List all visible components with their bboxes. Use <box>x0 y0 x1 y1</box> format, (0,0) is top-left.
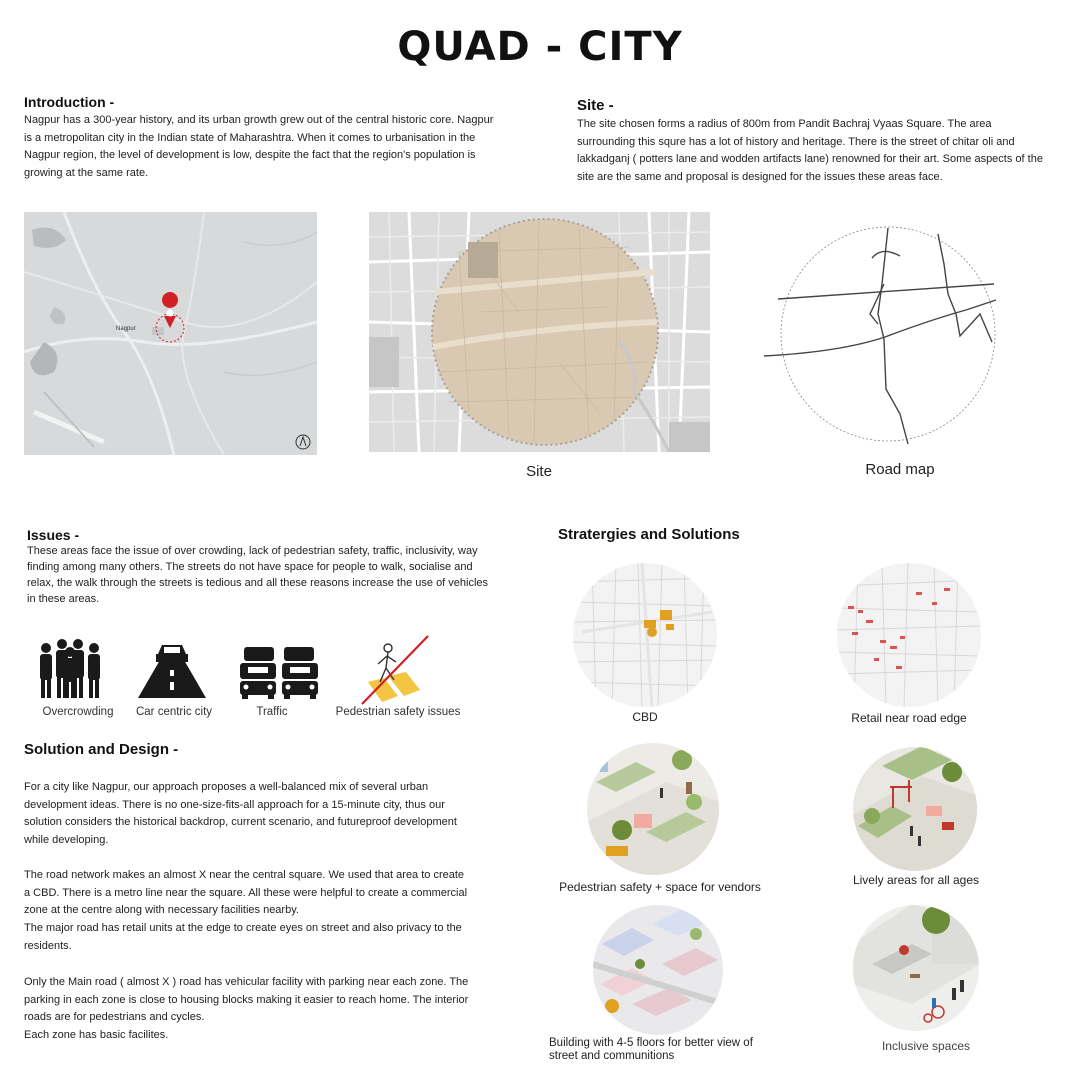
issue-label-overcrowding: Overcrowding <box>42 706 114 718</box>
city-location-map <box>24 212 317 455</box>
strategy-caption-buildings: Building with 4-5 floors for better view of street and communitions <box>549 1037 753 1062</box>
issue-label-pedestrian-safety: Pedestrian safety issues <box>335 706 461 718</box>
strategy-caption-lively: Lively areas for all ages <box>852 873 980 887</box>
solution-paragraph-5: Each zone has basic facilites. <box>24 1029 169 1041</box>
cbd-diagram <box>572 562 718 708</box>
issue-label-car-centric: Car centric city <box>135 706 213 718</box>
page-title: QUAD - CITY <box>397 24 683 70</box>
strategy-caption-retail: Retail near road edge <box>851 711 967 725</box>
road-map-caption: Road map <box>865 461 935 478</box>
map-city-label: Nagpur <box>116 326 136 332</box>
strategy-caption-cbd: CBD <box>632 710 658 724</box>
pedestrian-icon <box>354 634 434 706</box>
buildings-illustration <box>592 904 724 1036</box>
solution-paragraph-4: Only the Main road ( almost X ) road has vehicular facility with parking near each zone. The parking in each zone is close to housing blocks making it easier to reach home. The interior roads are for pedestrians and cycles. <box>24 976 469 1023</box>
issues-text: These areas face the issue of over crowding, lack of pedestrian safety, traffic, inclusivity, way finding among many others. The streets do not have space for people to walk, socialise and relax, the walk through the streets is tedious and all these reasons increase the use of vehicles in these areas. <box>27 545 489 605</box>
issue-label-traffic: Traffic <box>256 706 288 718</box>
strategies-heading: Stratergies and Solutions <box>558 526 740 543</box>
pedestrian-safety-illustration <box>586 742 720 876</box>
solution-heading: Solution and Design - <box>24 741 179 758</box>
lively-areas-illustration <box>852 746 978 872</box>
solution-paragraph-1: For a city like Nagpur, our approach proposes a well-balanced mix of several urban development ideas. There is no one-size-fits-all approach for a 15-minute city, thus our solution considers the historical backdrop, current scenario, and futureproof development while developing. <box>24 781 457 846</box>
road-car-icon <box>136 640 208 698</box>
strategy-caption-pedestrian: Pedestrian safety + space for vendors <box>559 880 761 894</box>
road-map-diagram <box>760 224 1000 446</box>
site-map <box>369 212 710 452</box>
inclusive-spaces-illustration <box>852 904 980 1032</box>
site-map-caption: Site <box>526 463 552 480</box>
solution-paragraph-2: The road network makes an almost X near the central square. We used that area to create a CBD. There is a metro line near the square. All these were helpful to create a commercial zone at the centre along with necessary facilities nearby. <box>24 869 468 916</box>
solution-paragraph-3: The major road has retail units at the edge to create eyes on street and also privacy to the residents. <box>24 922 462 952</box>
traffic-icon <box>238 643 322 699</box>
introduction-heading: Introduction - <box>24 94 115 110</box>
introduction-text: Nagpur has a 300-year history, and its urban growth grew out of the central historic core. Nagpur is a metropolitan city in the Indian state of Maharashtra. When it comes to urbanisation in the Nagpur region, the level of development is low, despite the fact that the region's population is growing at the same rate. <box>24 114 494 179</box>
crowd-icon <box>36 638 108 700</box>
issues-heading: Issues - <box>27 527 80 543</box>
site-text: The site chosen forms a radius of 800m from Pandit Bachraj Vyaas Square. The area surrounding this squre has a lot of history and heritage. There is the street of chitar oli and lakkadganj ( potters lane and wodden artifacts lane) renowned for their art. Some aspects of the site are the same and proposal is designed for the issues these areas face. <box>577 118 1043 183</box>
retail-diagram <box>836 562 982 708</box>
strategy-caption-inclusive: Inclusive spaces <box>881 1039 971 1053</box>
site-heading: Site - <box>577 97 614 114</box>
